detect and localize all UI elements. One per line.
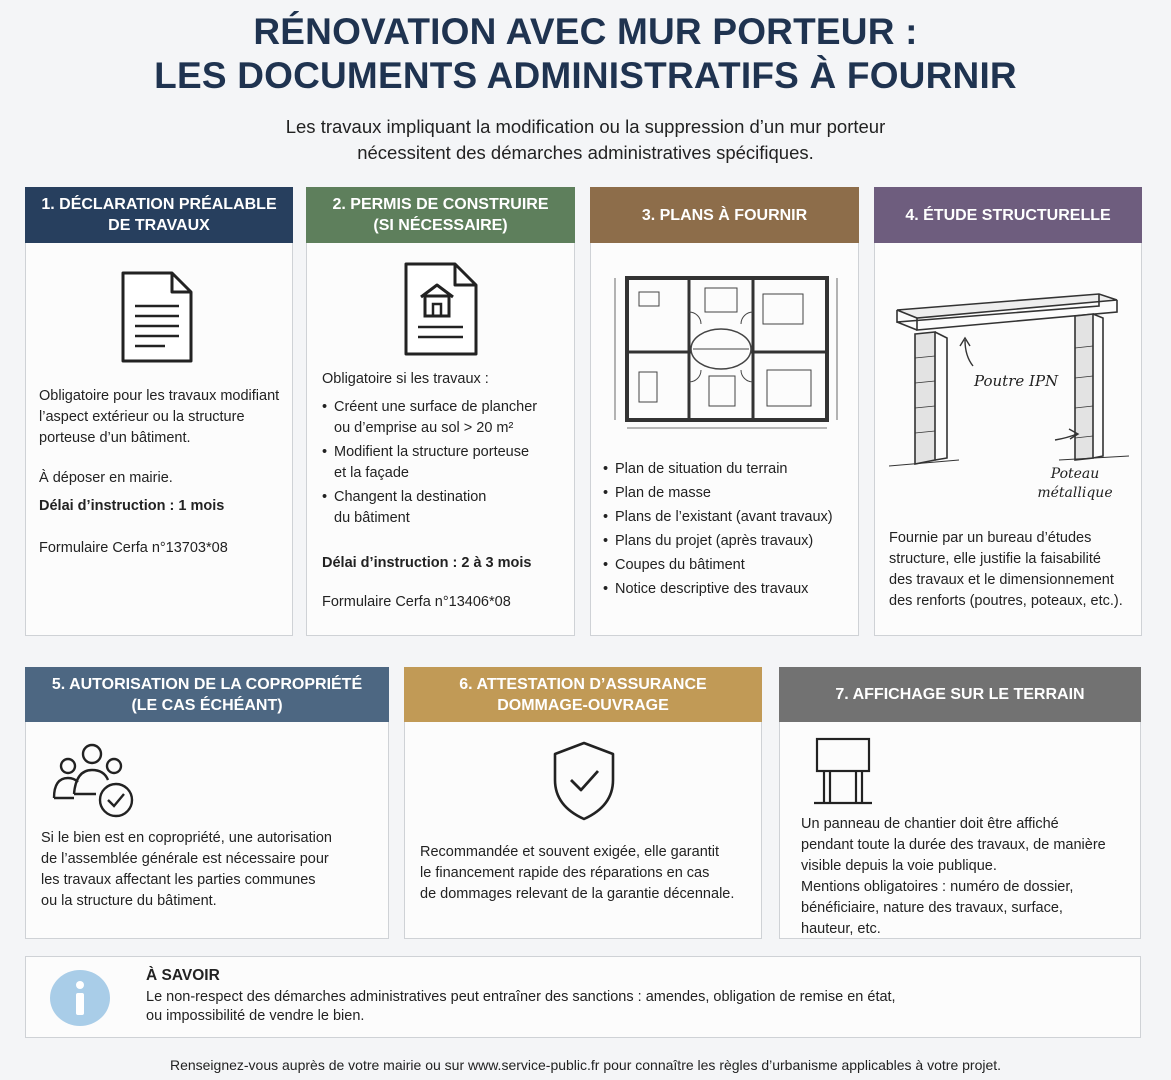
card-6-title: 6. ATTESTATION D’ASSURANCE DOMMAGE-OUVRAGE	[404, 667, 762, 722]
card-autorisation-copropriete	[25, 667, 389, 939]
card-1-text: Obligatoire pour les travaux modifiant l’aspect extérieur ou la structure porteuse d’un bâtiment.	[39, 388, 280, 446]
card-affichage-terrain	[779, 667, 1141, 939]
card-1-delay: Délai d’instruction : 1 mois	[39, 498, 225, 514]
group-check-icon	[52, 742, 136, 818]
subtitle-line-1: Les travaux impliquant la modification ou la suppression d’un mur porteur	[285, 116, 886, 137]
card-permis-construire	[306, 187, 575, 636]
post-label	[1025, 465, 1125, 503]
card-1-title: 1. DÉCLARATION PRÉALABLE DE TRAVAUX	[25, 187, 293, 243]
page-subtitle	[0, 114, 1171, 166]
shield-check-icon	[551, 740, 617, 822]
card-assurance-dommage-ouvrage	[404, 667, 762, 939]
info-icon	[48, 969, 112, 1027]
card-2-conditions	[322, 397, 574, 529]
footer-note: Renseignez-vous auprès de votre mairie ou sur www.service-public.fr pour connaître les règles d’urbanisme applicables à votre projet.	[169, 1057, 1002, 1073]
title-line-1: RÉNOVATION AVEC MUR PORTEUR :	[253, 11, 918, 52]
card-3-title: 3. PLANS À FOURNIR	[590, 187, 859, 243]
card-1-form-number: Cerfa n°13703*08	[112, 540, 228, 556]
list-item: • Changent la destination du bâtiment	[322, 487, 574, 529]
beam-label: Poutre IPN	[974, 372, 1059, 390]
card-4-text: Fournie par un bureau d’études structure, elle justifie la faisabilité des travaux et le dimensionnement des renforts (poutres, poteaux, etc.).	[889, 530, 1123, 609]
card-4-title: 4. ÉTUDE STRUCTURELLE	[874, 187, 1142, 243]
list-item: • Créent une surface de plancher ou d’emprise au sol > 20 m²	[322, 397, 574, 439]
page-title	[0, 10, 1171, 98]
list-item: • Plans du projet (après travaux)	[603, 531, 858, 552]
card-etude-structurelle	[874, 187, 1142, 636]
document-icon	[120, 270, 194, 364]
card-2-intro: Obligatoire si les travaux :	[322, 371, 489, 387]
card-2-delay: Délai d’instruction : 2 à 3 mois	[322, 555, 532, 571]
card-7-title: 7. AFFICHAGE SUR LE TERRAIN	[779, 667, 1141, 722]
post-label-line-2: métallique	[1037, 485, 1113, 501]
list-item: • Plan de situation du terrain	[603, 459, 858, 480]
list-item: • Notice descriptive des travaux	[603, 579, 858, 600]
list-item: • Coupes du bâtiment	[603, 555, 858, 576]
info-text: Le non-respect des démarches administratives peut entraîner des sanctions : amendes, obligation de remise en état, ou impossibilité de vendre le bien.	[146, 989, 896, 1024]
card-1-deposit: À déposer en mairie.	[39, 470, 173, 486]
house-document-icon	[403, 261, 479, 357]
card-5-text: Si le bien est en copropriété, une autorisation de l’assemblée générale est nécessaire pour les travaux affectant les parties communes ou la structure du bâtiment.	[41, 830, 332, 909]
card-2-title: 2. PERMIS DE CONSTRUIRE (SI NÉCESSAIRE)	[306, 187, 575, 243]
card-2-form: Formulaire Cerfa n°13406*08	[322, 594, 511, 610]
sign-board-icon	[814, 736, 872, 806]
card-plans-fournir	[590, 187, 859, 636]
card-1-form-prefix: Formulaire	[39, 540, 113, 556]
card-6-text: Recommandée et souvent exigée, elle garantit le financement rapide des réparations en cas de dommages relevant de la garantie décennale.	[420, 844, 735, 902]
floor-plan-icon	[613, 272, 841, 432]
subtitle-line-2: nécessitent des démarches administratives spécifiques.	[357, 142, 814, 163]
list-item: • Plans de l’existant (avant travaux)	[603, 507, 858, 528]
list-item: • Modifient la structure porteuse et la façade	[322, 442, 574, 484]
post-label-line-1: Poteau	[1050, 466, 1100, 482]
card-declaration-prealable	[25, 187, 293, 636]
list-item: • Plan de masse	[603, 483, 858, 504]
info-heading: À SAVOIR	[146, 967, 220, 984]
card-5-title: 5. AUTORISATION DE LA COPROPRIÉTÉ (LE CAS ÉCHÉANT)	[25, 667, 389, 722]
info-box-a-savoir	[25, 956, 1141, 1038]
card-3-plans-list	[603, 459, 858, 600]
card-7-text: Un panneau de chantier doit être affiché pendant toute la durée des travaux, de manière visible depuis la voie publique. Mentions obligatoires : numéro de dossier, bénéficiaire, nature des travaux, surface, hauteur, etc.	[801, 816, 1106, 937]
card-1-form	[39, 538, 292, 559]
title-line-2: LES DOCUMENTS ADMINISTRATIFS À FOURNIR	[154, 55, 1017, 96]
